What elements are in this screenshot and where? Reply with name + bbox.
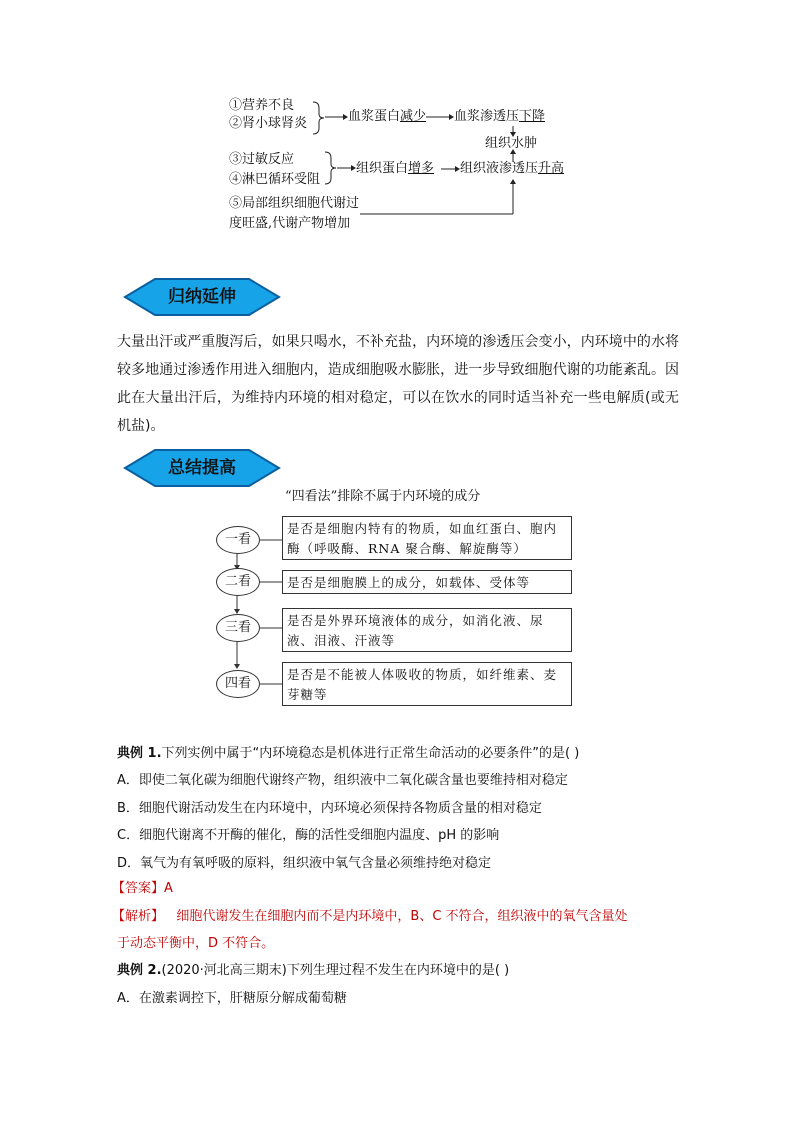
look-4-oval: 四看 (216, 670, 260, 698)
tissue-fluid-osmotic-rise: 组织液渗透压升高 (460, 161, 565, 176)
tissue-protein-increase: 组织蛋白增多 (356, 161, 435, 176)
banner-label: 归纳延伸 (168, 287, 236, 307)
cause-4: ④淋巴循环受阻 (229, 172, 321, 187)
example-1-analysis-line2: 于动态平衡中，D 不符合。 (117, 936, 275, 951)
example-1-analysis-line1: 【解析】 细胞代谢发生在细胞内而不是内环境中，B、C 不符合，组织液中的氧气含量处 (112, 909, 628, 924)
section-banner-summary-extension (123, 277, 281, 317)
example-1-option-c: C．细胞代谢离不开酶的催化，酶的活性受细胞内温度、pH 的影响 (117, 828, 500, 843)
example-1-option-a: A．即使二氧化碳为细胞代谢终产物，组织液中二氧化碳含量也要维持相对稳定 (117, 773, 568, 788)
look-3-box: 是否是外界环境液体的成分，如消化液、尿液、泪液、汗液等 (282, 608, 572, 652)
look-1-box: 是否是细胞内特有的物质，如血红蛋白、胞内酶（呼吸酶、RNA 聚合酶、解旋酶等） (282, 516, 572, 560)
tissue-edema: 组织水肿 (485, 136, 538, 151)
example-1-stem: 典例 1.下列实例中属于“内环境稳态是机体进行正常生命活动的必要条件”的是( ) (117, 746, 580, 761)
four-look-title: “四看法”排除不属于内环境的成分 (285, 489, 481, 504)
cause-3: ③过敏反应 (229, 152, 295, 167)
look-2-box: 是否是细胞膜上的成分，如载体、受体等 (282, 570, 572, 594)
plasma-osmotic-pressure-drop: 血浆渗透压下降 (454, 109, 546, 124)
example-1-option-b: B．细胞代谢活动发生在内环境中，内环境必须保持各物质含量的相对稳定 (117, 801, 542, 816)
look-3-oval: 三看 (216, 614, 260, 642)
example-1-answer: 【答案】A (112, 881, 173, 896)
look-4-box: 是否是不能被人体吸收的物质，如纤维素、麦芽糖等 (282, 662, 572, 706)
cause-1: ①营养不良 (229, 98, 295, 113)
section-banner-summary-improve (123, 448, 281, 488)
banner-label: 总结提高 (168, 458, 236, 478)
example-1-option-d: D．氧气为有氧呼吸的原料，组织液中氧气含量必须维持绝对稳定 (117, 856, 492, 871)
paragraph-sweating-electrolytes: 大量出汗或严重腹泻后，如果只喝水，不补充盐，内环境的渗透压会变小，内环境中的水将较多地通过渗透作用进入细胞内，造成细胞吸水膨胀，进一步导致细胞代谢的功能紊乱。因此在大量出汗后，为维持内环境的相对稳定，可以在饮水的同时适当补充一些电解质(或无机盐)。 (117, 334, 679, 434)
look-2-oval: 二看 (216, 568, 260, 596)
look-1-oval: 一看 (216, 526, 260, 554)
example-2-option-a: A．在激素调控下，肝糖原分解成葡萄糖 (117, 991, 347, 1006)
edema-cause-diagram (225, 92, 575, 237)
plasma-protein-decrease: 血浆蛋白减少 (348, 109, 427, 124)
cause-5-line1: ⑤局部组织细胞代谢过 (229, 196, 360, 211)
cause-2: ②肾小球肾炎 (229, 116, 308, 131)
example-2-stem: 典例 2.(2020·河北高三期末)下列生理过程不发生在内环境中的是( ) (117, 963, 510, 978)
cause-5-line2: 度旺盛,代谢产物增加 (229, 216, 351, 231)
